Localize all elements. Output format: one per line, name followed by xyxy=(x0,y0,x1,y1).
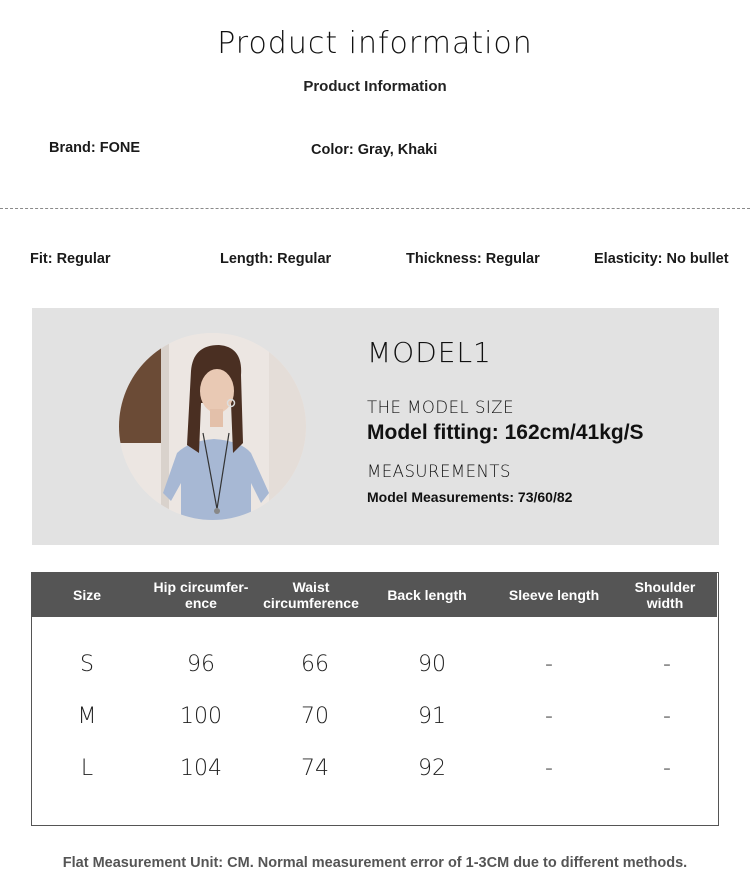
header-back-length: Back length xyxy=(387,587,467,603)
cell-size: S xyxy=(80,652,94,677)
cell-waist: 74 xyxy=(301,756,329,781)
cell-waist: 70 xyxy=(301,704,329,729)
cell-size: L xyxy=(80,756,94,781)
model-photo xyxy=(119,333,306,520)
cell-sleeve-length: - xyxy=(545,704,553,729)
page-subtitle: Product Information xyxy=(303,78,447,95)
brand-attribute: Brand: FONE xyxy=(49,140,141,156)
header-waist: Waist circumference xyxy=(263,579,359,611)
table-header xyxy=(32,573,717,617)
size-table xyxy=(31,572,719,826)
cell-back-length: 92 xyxy=(418,756,446,781)
measurement-note: Flat Measurement Unit: CM. Normal measurement error of 1-3CM due to different methods. xyxy=(62,855,688,871)
cell-shoulder-width: - xyxy=(663,704,671,729)
header-size: Size xyxy=(72,587,101,603)
measurements-label: MEASUREMENTS xyxy=(367,462,511,481)
cell-back-length: 90 xyxy=(418,652,446,677)
cell-sleeve-length: - xyxy=(545,652,553,677)
thickness-attribute: Thickness: Regular xyxy=(406,251,540,267)
length-attribute: Length: Regular xyxy=(220,251,332,267)
header-sleeve-length: Sleeve length xyxy=(508,587,600,603)
model-fitting: Model fitting: 162cm/41kg/S xyxy=(367,421,644,444)
header-hip: Hip circumfer- ence xyxy=(153,579,249,611)
model-measurements: Model Measurements: 73/60/82 xyxy=(367,489,573,505)
cell-shoulder-width: - xyxy=(663,652,671,677)
cell-hip: 100 xyxy=(180,704,222,729)
elasticity-attribute: Elasticity: No bullet xyxy=(594,251,729,267)
cell-size: M xyxy=(77,704,97,729)
dashed-divider xyxy=(0,208,750,209)
cell-back-length: 91 xyxy=(418,704,446,729)
header-shoulder-width: Shoulder width xyxy=(634,579,696,611)
page-title: Product information xyxy=(217,26,533,61)
cell-hip: 96 xyxy=(187,652,215,677)
cell-sleeve-length: - xyxy=(545,756,553,781)
cell-waist: 66 xyxy=(301,652,329,677)
cell-hip: 104 xyxy=(180,756,222,781)
color-attribute: Color: Gray, Khaki xyxy=(311,142,438,158)
fit-attribute: Fit: Regular xyxy=(30,251,111,267)
model-size-label: THE MODEL SIZE xyxy=(367,398,515,417)
model-name: MODEL1 xyxy=(367,336,492,369)
cell-shoulder-width: - xyxy=(663,756,671,781)
